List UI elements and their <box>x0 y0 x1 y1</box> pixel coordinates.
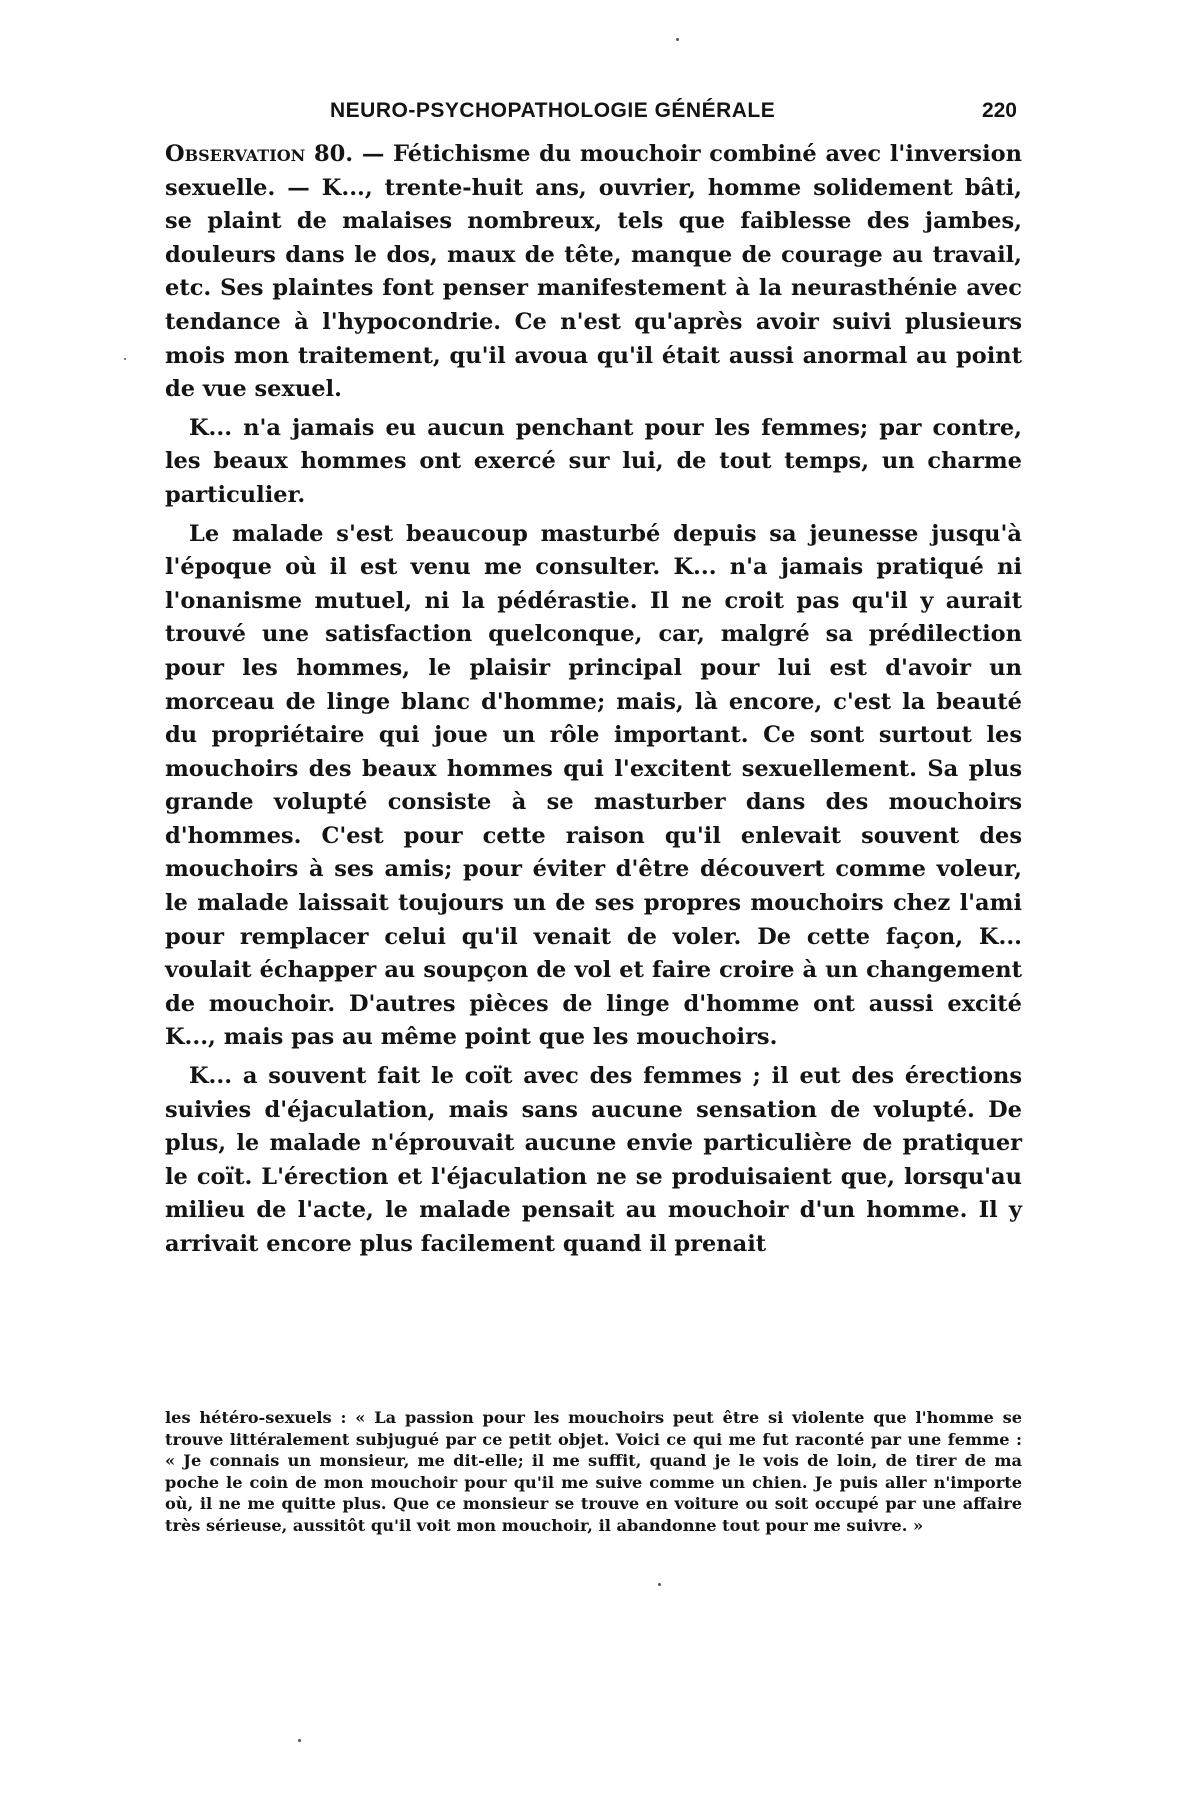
footnote-text: les hétéro-sexuels : « La passion pour les mouchoirs peut être si violente que l'homme se trouve littéralement subjugué par ce petit objet. Voici ce qui me fut raconté par une femme : « Je connais un monsieur, me dit-elle; il me suffit, quand je le vois de loin, de tirer de ma poche le coin de mon mouchoir pour qu'il me suive comme un chien. Je puis aller n'importe où, il ne me quitte plus. Que ce monsieur se trouve en voiture ou soit occupé par une affaire très sérieuse, aussitôt qu'il voit mon mouchoir, il abandonne tout pour me suivre. » <box>165 1408 1022 1535</box>
observation-paragraph <box>165 138 1022 407</box>
running-title: NEURO-PSYCHOPATHOLOGIE GÉNÉRALE <box>330 99 776 122</box>
scan-speck <box>298 1739 301 1742</box>
main-text <box>165 138 1022 1267</box>
observation-label: Observation 80. <box>165 141 354 167</box>
paragraph-4: K... a souvent fait le coït avec des femmes ; il eut des érections suivies d'éjaculation, mais sans aucune sensation de volupté. De plus, le malade n'éprouvait aucune envie particulière de pratiquer le coït. L'érection et l'éjaculation ne se produisaient que, lorsqu'au milieu de l'acte, le malade pensait au mouchoir d'un homme. Il y arrivait encore plus facilement quand il prenait <box>165 1063 1022 1257</box>
running-header <box>175 99 1035 133</box>
page-number: 220 <box>981 99 1017 122</box>
paragraph-3: Le malade s'est beaucoup masturbé depuis sa jeunesse jusqu'à l'époque où il est venu me consulter. K... n'a jamais pratiqué ni l'onanisme mutuel, ni la pédérastie. Il ne croit pas qu'il y aurait trouvé une satisfaction quelconque, car, malgré sa prédilection pour les hommes, le plaisir principal pour lui est d'avoir un morceau de linge blanc d'homme; mais, là encore, c'est la beauté du propriétaire qui joue un rôle important. Ce sont surtout les mouchoirs des beaux hommes qui l'excitent sexuellement. Sa plus grande volupté consiste à se masturber dans des mouchoirs d'hommes. C'est pour cette raison qu'il enlevait souvent des mouchoirs à ses amis; pour éviter d'être découvert comme voleur, le malade laissait toujours un de ses propres mouchoirs chez l'ami pour remplacer celui qu'il venait de voler. De cette façon, K... voulait échapper au soupçon de vol et faire croire à un changement de mouchoir. D'autres pièces de linge d'homme ont aussi excité K..., mais pas au même point que les mouchoirs. <box>165 520 1022 1051</box>
scan-speck <box>124 358 126 360</box>
scan-speck <box>658 1583 661 1586</box>
scan-speck <box>676 38 679 41</box>
paragraph-2: K... n'a jamais eu aucun penchant pour les femmes; par contre, les beaux hommes ont exercé sur lui, de tout temps, un charme particulier. <box>165 414 1022 508</box>
footnote <box>165 1407 1022 1537</box>
observation-text: — Fétichisme du mouchoir combiné avec l'inversion sexuelle. — K..., trente-huit ans, ouvrier, homme solidement bâti, se plaint de malaises nombreux, tels que faiblesse des jambes, douleurs dans le dos, maux de tête, manque de courage au travail, etc. Ses plaintes font penser manifestement à la neurasthénie avec tendance à l'hypocondrie. Ce n'est qu'après avoir suivi plusieurs mois mon traitement, qu'il avoua qu'il était aussi anormal au point de vue sexuel. <box>165 141 1022 403</box>
